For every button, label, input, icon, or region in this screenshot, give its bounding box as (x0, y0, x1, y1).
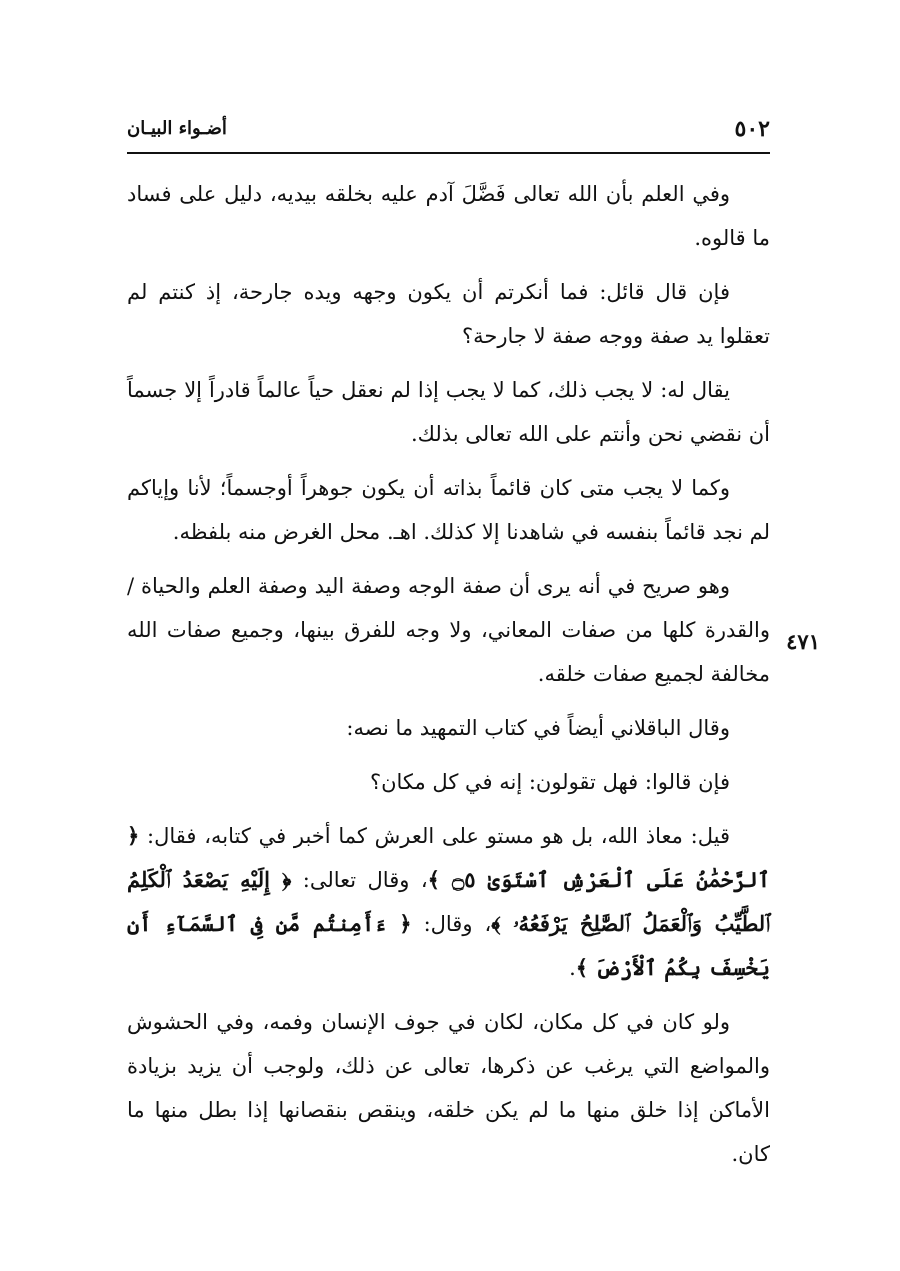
quran-verse: ﴿ ٱلرَّحْمَٰنُ عَلَى ٱلْعَرْشِ ٱسْتَوَىٰ ۝٥ ﴾ (127, 823, 770, 892)
sentence-end: . (569, 956, 576, 980)
paragraph: وفي العلم بأن الله تعالى فَضَّلَ آدم عليه بخلقه بيديه، دليل على فساد ما قالوه. (127, 182, 770, 250)
paragraph: ولو كان في كل مكان، لكان في جوف الإنسان وفمه، وفي الحشوش والمواضع التي يرغب عن ذكرها، تعالى عن ذلك، ولوجب أن يزيد بزيادة الأماكن إذا خلق منها ما لم يكن خلقه، وينقص بنقصانها إذا بطل منها ما كان. (127, 1010, 770, 1166)
paragraph-with-verses (127, 814, 770, 990)
verse-intro-text: قيل: معاذ الله، بل هو مستو على العرش كما أخبر في كتابه، فقال: (139, 824, 730, 848)
connector-text: ، وقال تعالى: (291, 868, 428, 892)
paragraph: وكما لا يجب متى كان قائماً بذاته أن يكون جوهراً أوجسماً؛ لأنا وإياكم لم نجد قائماً بنفسه في شاهدنا إلا كذلك. اهـ. محل الغرض منه بلفظه. (127, 476, 770, 544)
paragraph: وهو صريح في أنه يرى أن صفة الوجه وصفة اليد وصفة العلم والحياة /والقدرة كلها من صفات المعاني، ولا وجه للفرق بينها، وجميع صفات الله مخالفة لجميع صفات خلقه. (127, 574, 770, 686)
margin-page-reference: ٤٧١ (786, 629, 820, 654)
page-header (127, 112, 770, 154)
quran-verse: ﴿ إِلَيْهِ يَصْعَدُ ٱلْكَلِمُ ٱلطَّيِّبُ وَٱلْعَمَلُ ٱلصَّٰلِحُ يَرْفَعُهُۥ ﴾ (127, 867, 771, 936)
paragraph: فإن قال قائل: فما أنكرتم أن يكون وجهه ويده جارحة، إذ كنتم لم تعقلوا يد صفة ووجه صفة لا جارحة؟ (127, 280, 770, 348)
quran-verse: ﴿ ءَأَمِنتُم مَّن فِى ٱلسَّمَآءِ أَن يَخْسِفَ بِكُمُ ٱلْأَرْضَ ﴾ (127, 911, 770, 980)
page-body (127, 172, 770, 1186)
paragraph: يقال له: لا يجب ذلك، كما لا يجب إذا لم نعقل حياً عالماً قادراً إلا جسماً أن نقضي نحن وأنتم على الله تعالى بذلك. (127, 378, 770, 446)
connector-text: ، وقال: (411, 912, 492, 936)
page-number: ٥٠٢ (734, 116, 770, 142)
paragraph: وقال الباقلاني أيضاً في كتاب التمهيد ما نصه: (346, 716, 730, 740)
running-title: أضـواء البيـان (127, 118, 227, 139)
paragraph: فإن قالوا: فهل تقولون: إنه في كل مكان؟ (369, 770, 730, 794)
